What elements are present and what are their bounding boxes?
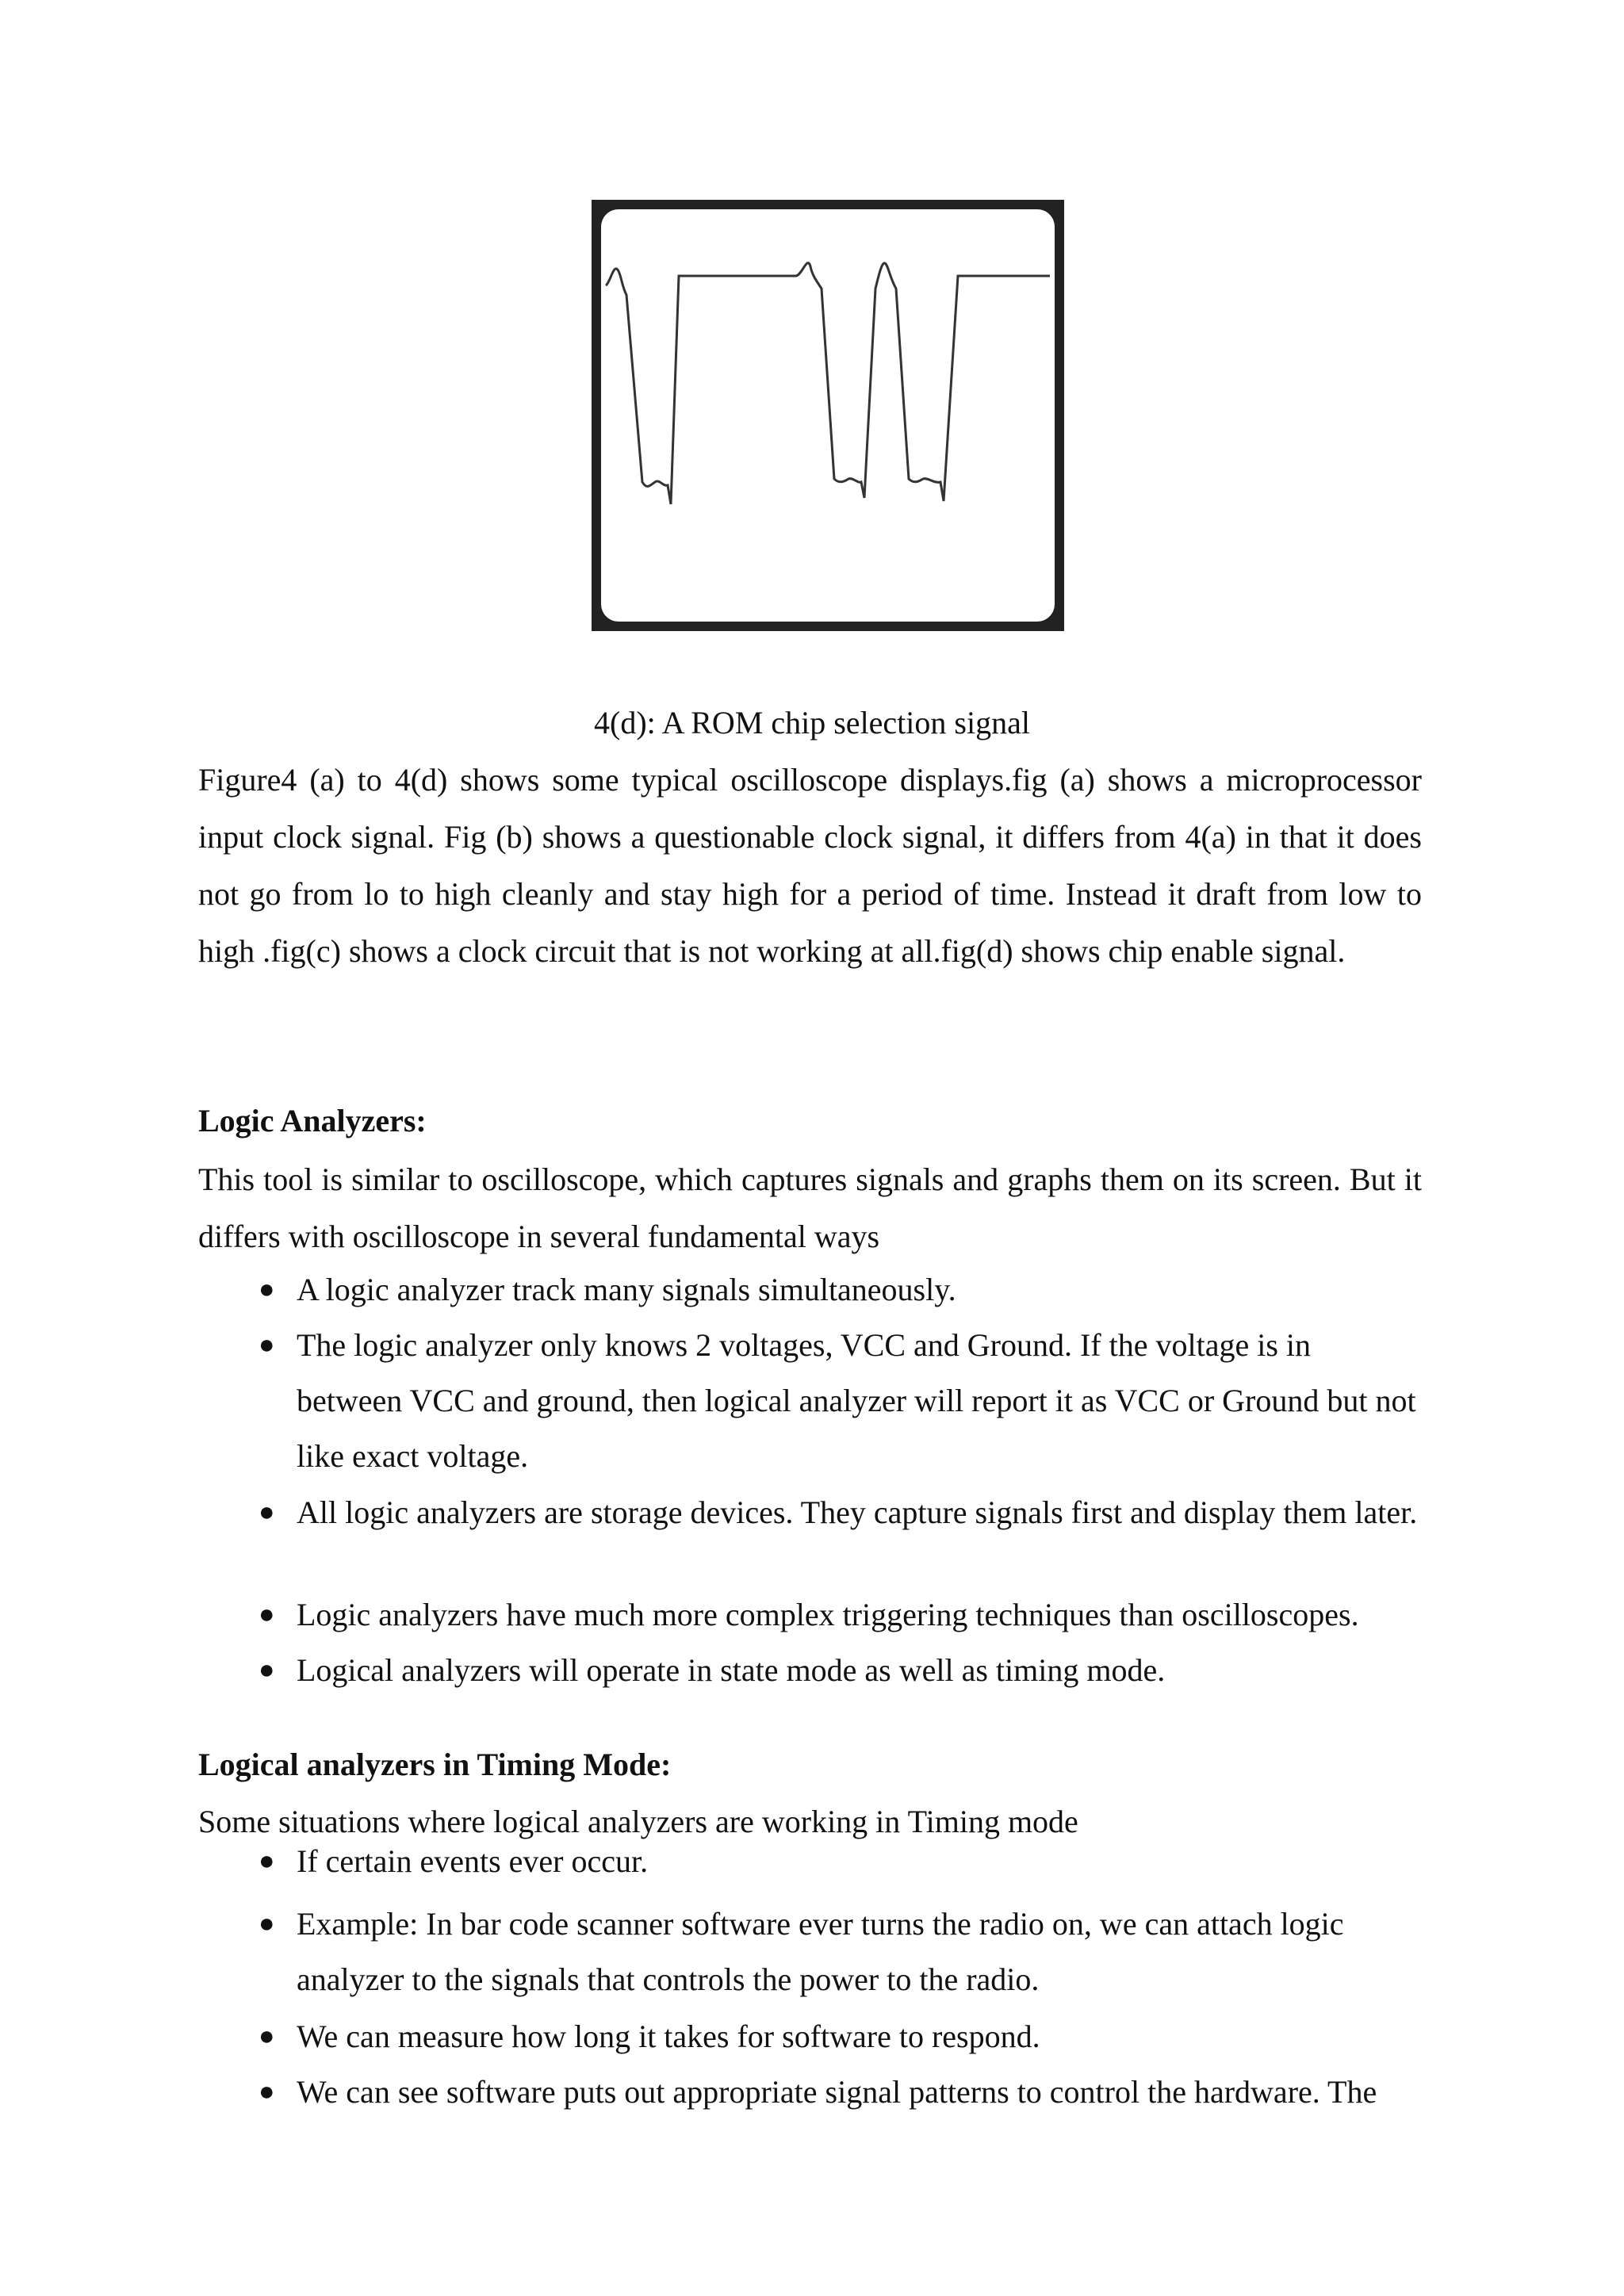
bullet-text: The logic analyzer only knows 2 voltages, VCC and Ground. If the voltage is in between VCC and ground, then logical analyzer will report it as VCC or Ground but not like exact voltage. (297, 1327, 1416, 1474)
scope-display (601, 209, 1055, 622)
figure-caption: 4(d): A ROM chip selection signal (594, 705, 1030, 740)
logic-analyzers-bullet-list (198, 1262, 1422, 1698)
bullet-text: Logic analyzers have much more complex triggering techniques than oscilloscopes. (297, 1597, 1359, 1632)
bullet-text: All logic analyzers are storage devices. They capture signals first and display them later. (297, 1494, 1418, 1530)
bullet-text: We can see software puts out appropriate signal patterns to control the hardware. The (297, 2074, 1377, 2110)
timing-mode-heading: Logical analyzers in Timing Mode: (198, 1747, 672, 1782)
list-item (198, 1843, 1422, 1896)
bullet-icon: ● (259, 1600, 275, 1629)
list-item (198, 1896, 1422, 2009)
list-item (198, 1643, 1422, 1698)
timing-mode-bullet-list (198, 1843, 1422, 2120)
bullet-icon: ● (259, 2077, 275, 2107)
bullet-icon: ● (259, 1498, 275, 1527)
list-item (198, 1262, 1422, 1318)
bullet-icon: ● (259, 1655, 275, 1685)
bullet-icon: ● (259, 1330, 275, 1360)
bullet-icon: ● (259, 1846, 275, 1876)
list-item (198, 2009, 1422, 2064)
bullet-icon: ● (259, 2022, 275, 2051)
bullet-text: Example: In bar code scanner software ever turns the radio on, we can attach logic analyzer to the signals that controls the power to the radio. (297, 1906, 1344, 1997)
timing-mode-paragraph: Some situations where logical analyzers are working in Timing mode (198, 1804, 1078, 1839)
intro-paragraph: Figure4 (a) to 4(d) shows some typical oscilloscope displays.fig (a) shows a microprocessor input clock signal. Fig (b) shows a questionable clock signal, it differs from 4(a) in that it does not go from lo to high cleanly and stay high for a period of time. Instead it draft from low to high .fig(c) shows a clock circuit that is not working at all.fig(d) shows chip enable signal. (198, 762, 1422, 969)
bullet-text: We can measure how long it takes for software to respond. (297, 2019, 1040, 2054)
logic-analyzers-heading: Logic Analyzers: (198, 1103, 427, 1138)
list-item (198, 1486, 1422, 1587)
logic-analyzers-paragraph: This tool is similar to oscilloscope, which captures signals and graphs them on its screen. But it differs with oscilloscope in several fundamental ways (198, 1161, 1422, 1254)
bullet-text: A logic analyzer track many signals simultaneously. (297, 1272, 956, 1307)
bullet-text: Logical analyzers will operate in state mode as well as timing mode. (297, 1652, 1166, 1688)
list-item (198, 2064, 1422, 2120)
bullet-icon: ● (259, 1275, 275, 1304)
oscilloscope-figure (592, 200, 1064, 631)
list-item (198, 1318, 1422, 1486)
oscilloscope-screen (592, 200, 1064, 631)
bullet-icon: ● (259, 1909, 275, 1938)
bullet-text: If certain events ever occur. (297, 1843, 649, 1879)
list-item (198, 1587, 1422, 1643)
